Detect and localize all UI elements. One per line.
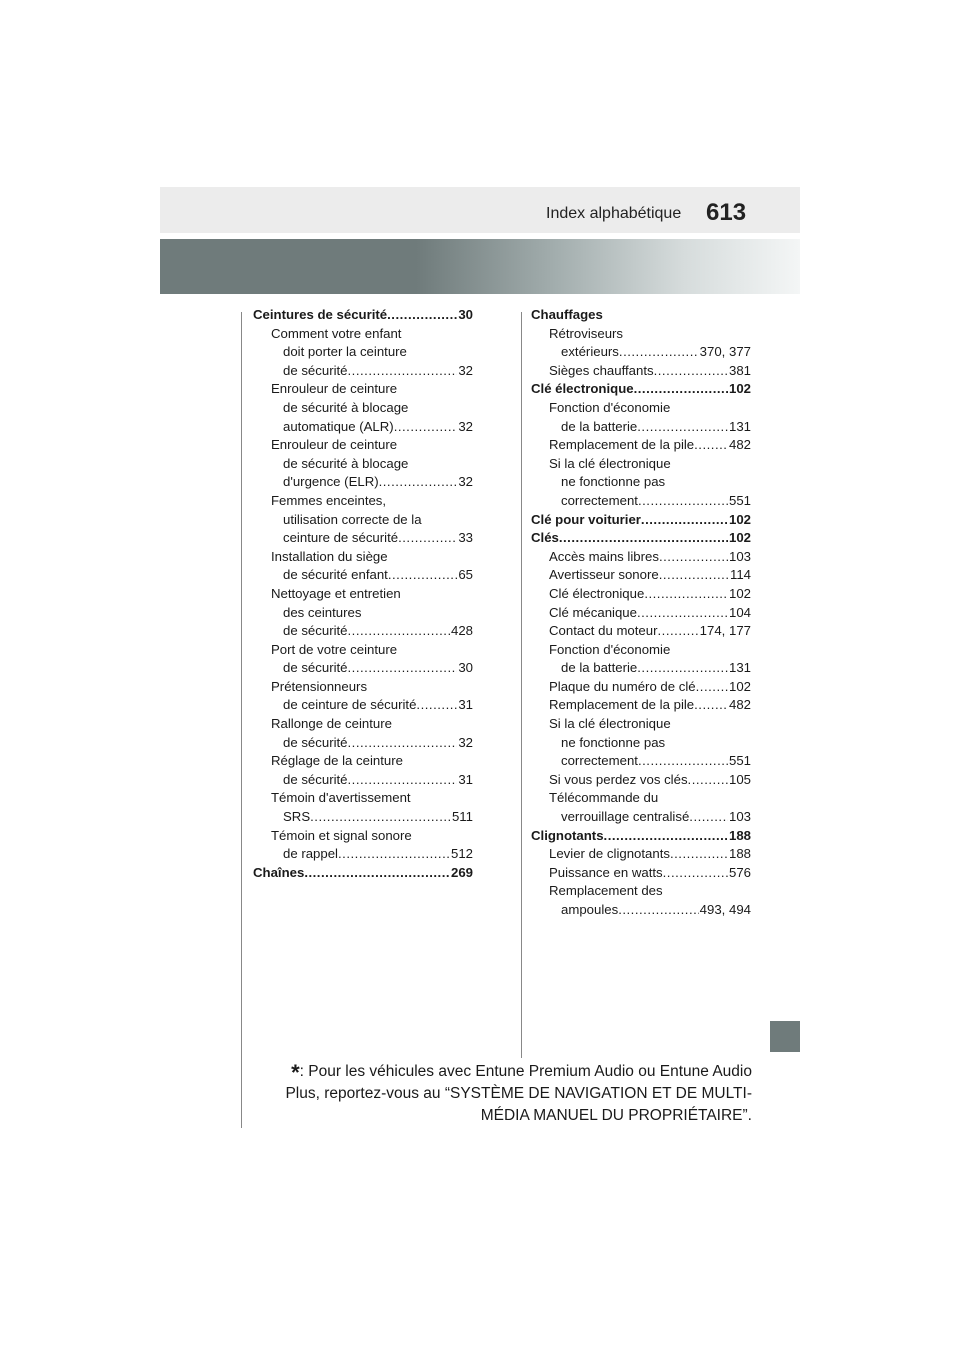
index-entry-page: 131	[728, 418, 751, 434]
index-entry-page: 32	[458, 474, 473, 490]
index-entry-text: Télécommande du	[549, 790, 659, 806]
page-number: 613	[706, 199, 747, 226]
index-entry-text: de sécurité	[283, 734, 348, 750]
index-entry	[531, 492, 751, 511]
index-entry-page: 103	[728, 548, 751, 564]
index-entry	[531, 325, 751, 344]
index-entry-text: Nettoyage et entretien	[271, 585, 401, 601]
index-entry-text: Chaînes	[253, 864, 305, 880]
index-entry-text: de la batterie	[561, 418, 638, 434]
index-entry-text: Clé électronique	[531, 381, 634, 397]
dot-leader	[658, 622, 699, 641]
index-entry	[531, 827, 751, 846]
index-entry	[253, 845, 473, 864]
index-entry	[253, 715, 473, 734]
dot-leader	[634, 380, 728, 399]
dot-leader	[694, 436, 728, 455]
index-entry	[531, 696, 751, 715]
index-entry	[253, 659, 473, 678]
index-entry-page: 102	[728, 511, 751, 527]
dot-leader	[638, 492, 728, 511]
index-entry	[531, 362, 751, 381]
index-entry-text: Remplacement des	[549, 883, 663, 899]
index-entry	[253, 808, 473, 827]
index-entry	[531, 380, 751, 399]
index-entry-text: Clés	[531, 530, 559, 546]
index-entry	[253, 380, 473, 399]
index-entry-text: des ceintures	[283, 604, 362, 620]
index-entry-text: Accès mains libres	[549, 548, 659, 564]
dot-leader	[398, 529, 457, 548]
index-entry	[253, 548, 473, 567]
index-entry-text: d'urgence (ELR)	[283, 474, 379, 490]
dot-leader	[619, 343, 699, 362]
index-entry-page: 102	[728, 530, 751, 546]
index-entry-text: Contact du moteur	[549, 623, 658, 639]
index-entry	[253, 473, 473, 492]
dot-leader	[663, 864, 728, 883]
index-entry	[531, 418, 751, 437]
index-entry-page: 30	[458, 660, 473, 676]
index-entry	[253, 325, 473, 344]
index-entry	[531, 399, 751, 418]
index-entry	[253, 696, 473, 715]
index-entry	[253, 585, 473, 604]
index-entry	[253, 529, 473, 548]
dot-leader	[641, 511, 728, 530]
index-entry-text: Prétensionneurs	[271, 678, 368, 694]
dot-leader	[348, 734, 458, 753]
index-entry-text: ne fonctionne pas	[561, 734, 666, 750]
index-entry	[253, 864, 473, 883]
index-entry-page: 32	[458, 418, 473, 434]
index-entry	[253, 455, 473, 474]
footnote-line-1: : Pour les véhicules avec Entune Premium Audio ou Entune Audio	[299, 1063, 752, 1080]
index-entry-page: 30	[458, 307, 473, 322]
index-entry	[253, 827, 473, 846]
footnote-asterisk: *	[291, 1060, 300, 1085]
dot-leader	[348, 622, 450, 641]
index-entry	[531, 845, 751, 864]
dot-leader	[559, 529, 728, 548]
index-entry	[531, 622, 751, 641]
index-entry	[531, 882, 751, 901]
index-entry-text: Rallonge de ceinture	[271, 716, 392, 732]
index-entry-page: 31	[458, 697, 473, 713]
index-entry-text: de sécurité	[283, 623, 348, 639]
dot-leader	[694, 696, 728, 715]
index-entry-page: 104	[728, 604, 751, 620]
index-entry-page: 370, 377	[699, 344, 751, 360]
index-entry	[253, 436, 473, 455]
index-entry-page: 482	[728, 697, 751, 713]
index-entry-page: 102	[728, 585, 751, 601]
dot-leader	[388, 566, 457, 585]
index-entry-text: Témoin d'avertissement	[271, 790, 411, 806]
index-entry-text: correctement	[561, 753, 638, 769]
index-entry-page: 512	[450, 846, 473, 862]
dot-leader	[387, 306, 457, 325]
index-entry-page: 105	[728, 771, 751, 787]
dot-leader	[654, 362, 728, 381]
index-entry-page: 131	[728, 660, 751, 676]
index-entry-text: Comment votre enfant	[271, 325, 402, 341]
index-entry-text: Levier de clignotants	[549, 846, 670, 862]
index-entry-text: Avertisseur sonore	[549, 567, 659, 583]
index-entry-text: Remplacement de la pile	[549, 437, 695, 453]
index-entry-page: 33	[458, 530, 473, 546]
dot-leader	[689, 808, 728, 827]
index-entry-text: Remplacement de la pile	[549, 697, 695, 713]
index-entry-text: Rétroviseurs	[549, 325, 624, 341]
index-entry-text: ne fonctionne pas	[561, 474, 666, 490]
index-entry	[531, 306, 751, 325]
index-entry	[253, 343, 473, 362]
index-entry-text: utilisation correcte de la	[283, 511, 422, 527]
index-entry-page: 102	[728, 381, 751, 397]
page-title: Index alphabétique	[546, 205, 682, 222]
footnote-line-3: MÉDIA MANUEL DU PROPRIÉTAIRE”.	[480, 1107, 752, 1124]
index-entry-text: de sécurité à blocage	[283, 399, 409, 415]
index-entry-text: de la batterie	[561, 660, 638, 676]
index-entry	[253, 789, 473, 808]
index-entry	[531, 901, 751, 920]
index-entry	[531, 343, 751, 362]
index-entry	[253, 306, 473, 325]
dot-leader	[338, 845, 450, 864]
index-entry-text: ceinture de sécurité	[283, 530, 399, 546]
index-entry	[531, 455, 751, 474]
column-divider-left	[241, 312, 242, 1128]
index-entry	[253, 511, 473, 530]
index-entry	[253, 418, 473, 437]
index-entry-page: 102	[728, 678, 751, 694]
index-entry-text: Fonction d'économie	[549, 399, 671, 415]
index-entry	[531, 715, 751, 734]
index-entry-page: 493, 494	[699, 902, 751, 917]
index-entry-text: Si vous perdez vos clés	[549, 771, 688, 787]
index-entry-text: Fonction d'économie	[549, 641, 671, 657]
index-entry-text: automatique (ALR)	[283, 418, 394, 434]
index-entry-page: 551	[728, 492, 751, 508]
index-entry	[253, 622, 473, 641]
index-entry	[531, 771, 751, 790]
dot-leader	[379, 473, 458, 492]
index-entry-page: 188	[728, 846, 751, 862]
index-entry-text: de ceinture de sécurité	[283, 697, 417, 713]
dot-leader	[416, 696, 457, 715]
index-entry-page: 482	[728, 437, 751, 453]
index-entry	[253, 734, 473, 753]
index-entry-text: Enrouleur de ceinture	[271, 437, 398, 453]
index-entry	[531, 678, 751, 697]
index-entry	[531, 604, 751, 623]
index-entry-page: 114	[729, 567, 751, 583]
index-entry-text: Ceintures de sécurité	[253, 307, 388, 322]
index-entry	[531, 511, 751, 530]
decorative-band	[160, 239, 800, 294]
index-entry-page: 31	[458, 771, 473, 787]
dot-leader	[310, 808, 451, 827]
dot-leader	[618, 901, 698, 920]
index-entry-text: Plaque du numéro de clé	[549, 678, 696, 694]
footnote	[250, 1058, 752, 1127]
index-entry	[531, 808, 751, 827]
index-entry-text: Témoin et signal sonore	[271, 827, 412, 843]
index-entry-page: 65	[458, 567, 473, 583]
index-entry-page: 174, 177	[699, 623, 751, 639]
index-entry-page: 576	[728, 864, 751, 880]
index-entry	[253, 752, 473, 771]
dot-leader	[659, 548, 728, 567]
index-entry	[531, 473, 751, 492]
header-bar	[160, 187, 800, 233]
index-entry-text: de sécurité enfant	[283, 567, 388, 583]
footnote-line-2: Plus, reportez-vous au “SYSTÈME DE NAVIGATION ET DE MULTI-	[285, 1085, 752, 1102]
index-entry-text: Clé électronique	[549, 585, 645, 601]
index-entry-text: extérieurs	[561, 344, 619, 360]
index-entry	[531, 566, 751, 585]
dot-leader	[348, 659, 458, 678]
index-entry	[531, 752, 751, 771]
index-entry-page: 188	[728, 827, 751, 843]
section-thumb-tab	[770, 1021, 800, 1052]
dot-leader	[638, 752, 728, 771]
index-entry-text: correctement	[561, 492, 638, 508]
dot-leader	[348, 771, 458, 790]
index-entry	[253, 399, 473, 418]
index-entry	[253, 641, 473, 660]
index-entry	[531, 529, 751, 548]
dot-leader	[637, 659, 728, 678]
index-entry-text: de sécurité	[283, 660, 348, 676]
index-entry-text: SRS	[283, 809, 311, 825]
index-entry-text: Clé pour voiturier	[531, 511, 641, 527]
index-entry	[531, 734, 751, 753]
index-entry	[531, 436, 751, 455]
index-entry-text: de sécurité	[283, 771, 348, 787]
index-entry-text: Port de votre ceinture	[271, 641, 398, 657]
index-entry-page: 551	[728, 753, 751, 769]
index-entry-text: Femmes enceintes,	[271, 492, 387, 508]
index-entry-page: 381	[728, 362, 751, 378]
dot-leader	[637, 604, 728, 623]
index-entry-text: Clé mécanique	[549, 604, 637, 620]
index-entry-text: Puissance en watts	[549, 864, 663, 880]
dot-leader	[696, 678, 728, 697]
index-entry	[531, 659, 751, 678]
index-entry-text: Clignotants	[531, 827, 604, 843]
index-entry	[531, 641, 751, 660]
index-entry-text: Si la clé électronique	[549, 716, 671, 732]
index-entry-page: 32	[458, 734, 473, 750]
index-column-left	[253, 306, 473, 882]
index-entry	[531, 864, 751, 883]
index-entry-page: 103	[728, 809, 751, 825]
index-entry-text: Si la clé électronique	[549, 455, 671, 471]
index-entry	[253, 604, 473, 623]
index-entry-page: 428	[450, 623, 473, 639]
index-entry-text: Réglage de la ceinture	[271, 753, 403, 769]
dot-leader	[604, 827, 728, 846]
dot-leader	[644, 585, 728, 604]
dot-leader	[304, 864, 450, 883]
index-entry	[253, 771, 473, 790]
column-divider-middle	[521, 312, 522, 1058]
index-entry-text: de sécurité	[283, 362, 348, 378]
index-entry-text: de rappel	[283, 846, 338, 862]
index-entry-text: Enrouleur de ceinture	[271, 381, 398, 397]
dot-leader	[688, 771, 728, 790]
index-entry-text: doit porter la ceinture	[283, 344, 407, 360]
index-entry	[531, 789, 751, 808]
index-entry-text: Sièges chauffants	[549, 362, 654, 378]
index-entry	[253, 362, 473, 381]
index-entry-text: ampoules	[561, 902, 619, 917]
dot-leader	[670, 845, 728, 864]
dot-leader	[637, 418, 728, 437]
index-entry-page: 32	[458, 362, 473, 378]
index-entry	[531, 585, 751, 604]
index-entry	[253, 566, 473, 585]
dot-leader	[394, 418, 458, 437]
index-entry-page: 269	[450, 864, 473, 880]
dot-leader	[348, 362, 458, 381]
index-column-right	[531, 306, 751, 920]
index-entry	[253, 492, 473, 511]
index-entry-page: 511	[451, 809, 473, 825]
dot-leader	[659, 566, 729, 585]
index-entry	[531, 548, 751, 567]
index-entry-text: de sécurité à blocage	[283, 455, 409, 471]
index-entry	[253, 678, 473, 697]
index-entry-text: Installation du siège	[271, 548, 388, 564]
index-entry-text: verrouillage centralisé	[561, 809, 690, 825]
index-entry-text: Chauffages	[531, 307, 603, 322]
